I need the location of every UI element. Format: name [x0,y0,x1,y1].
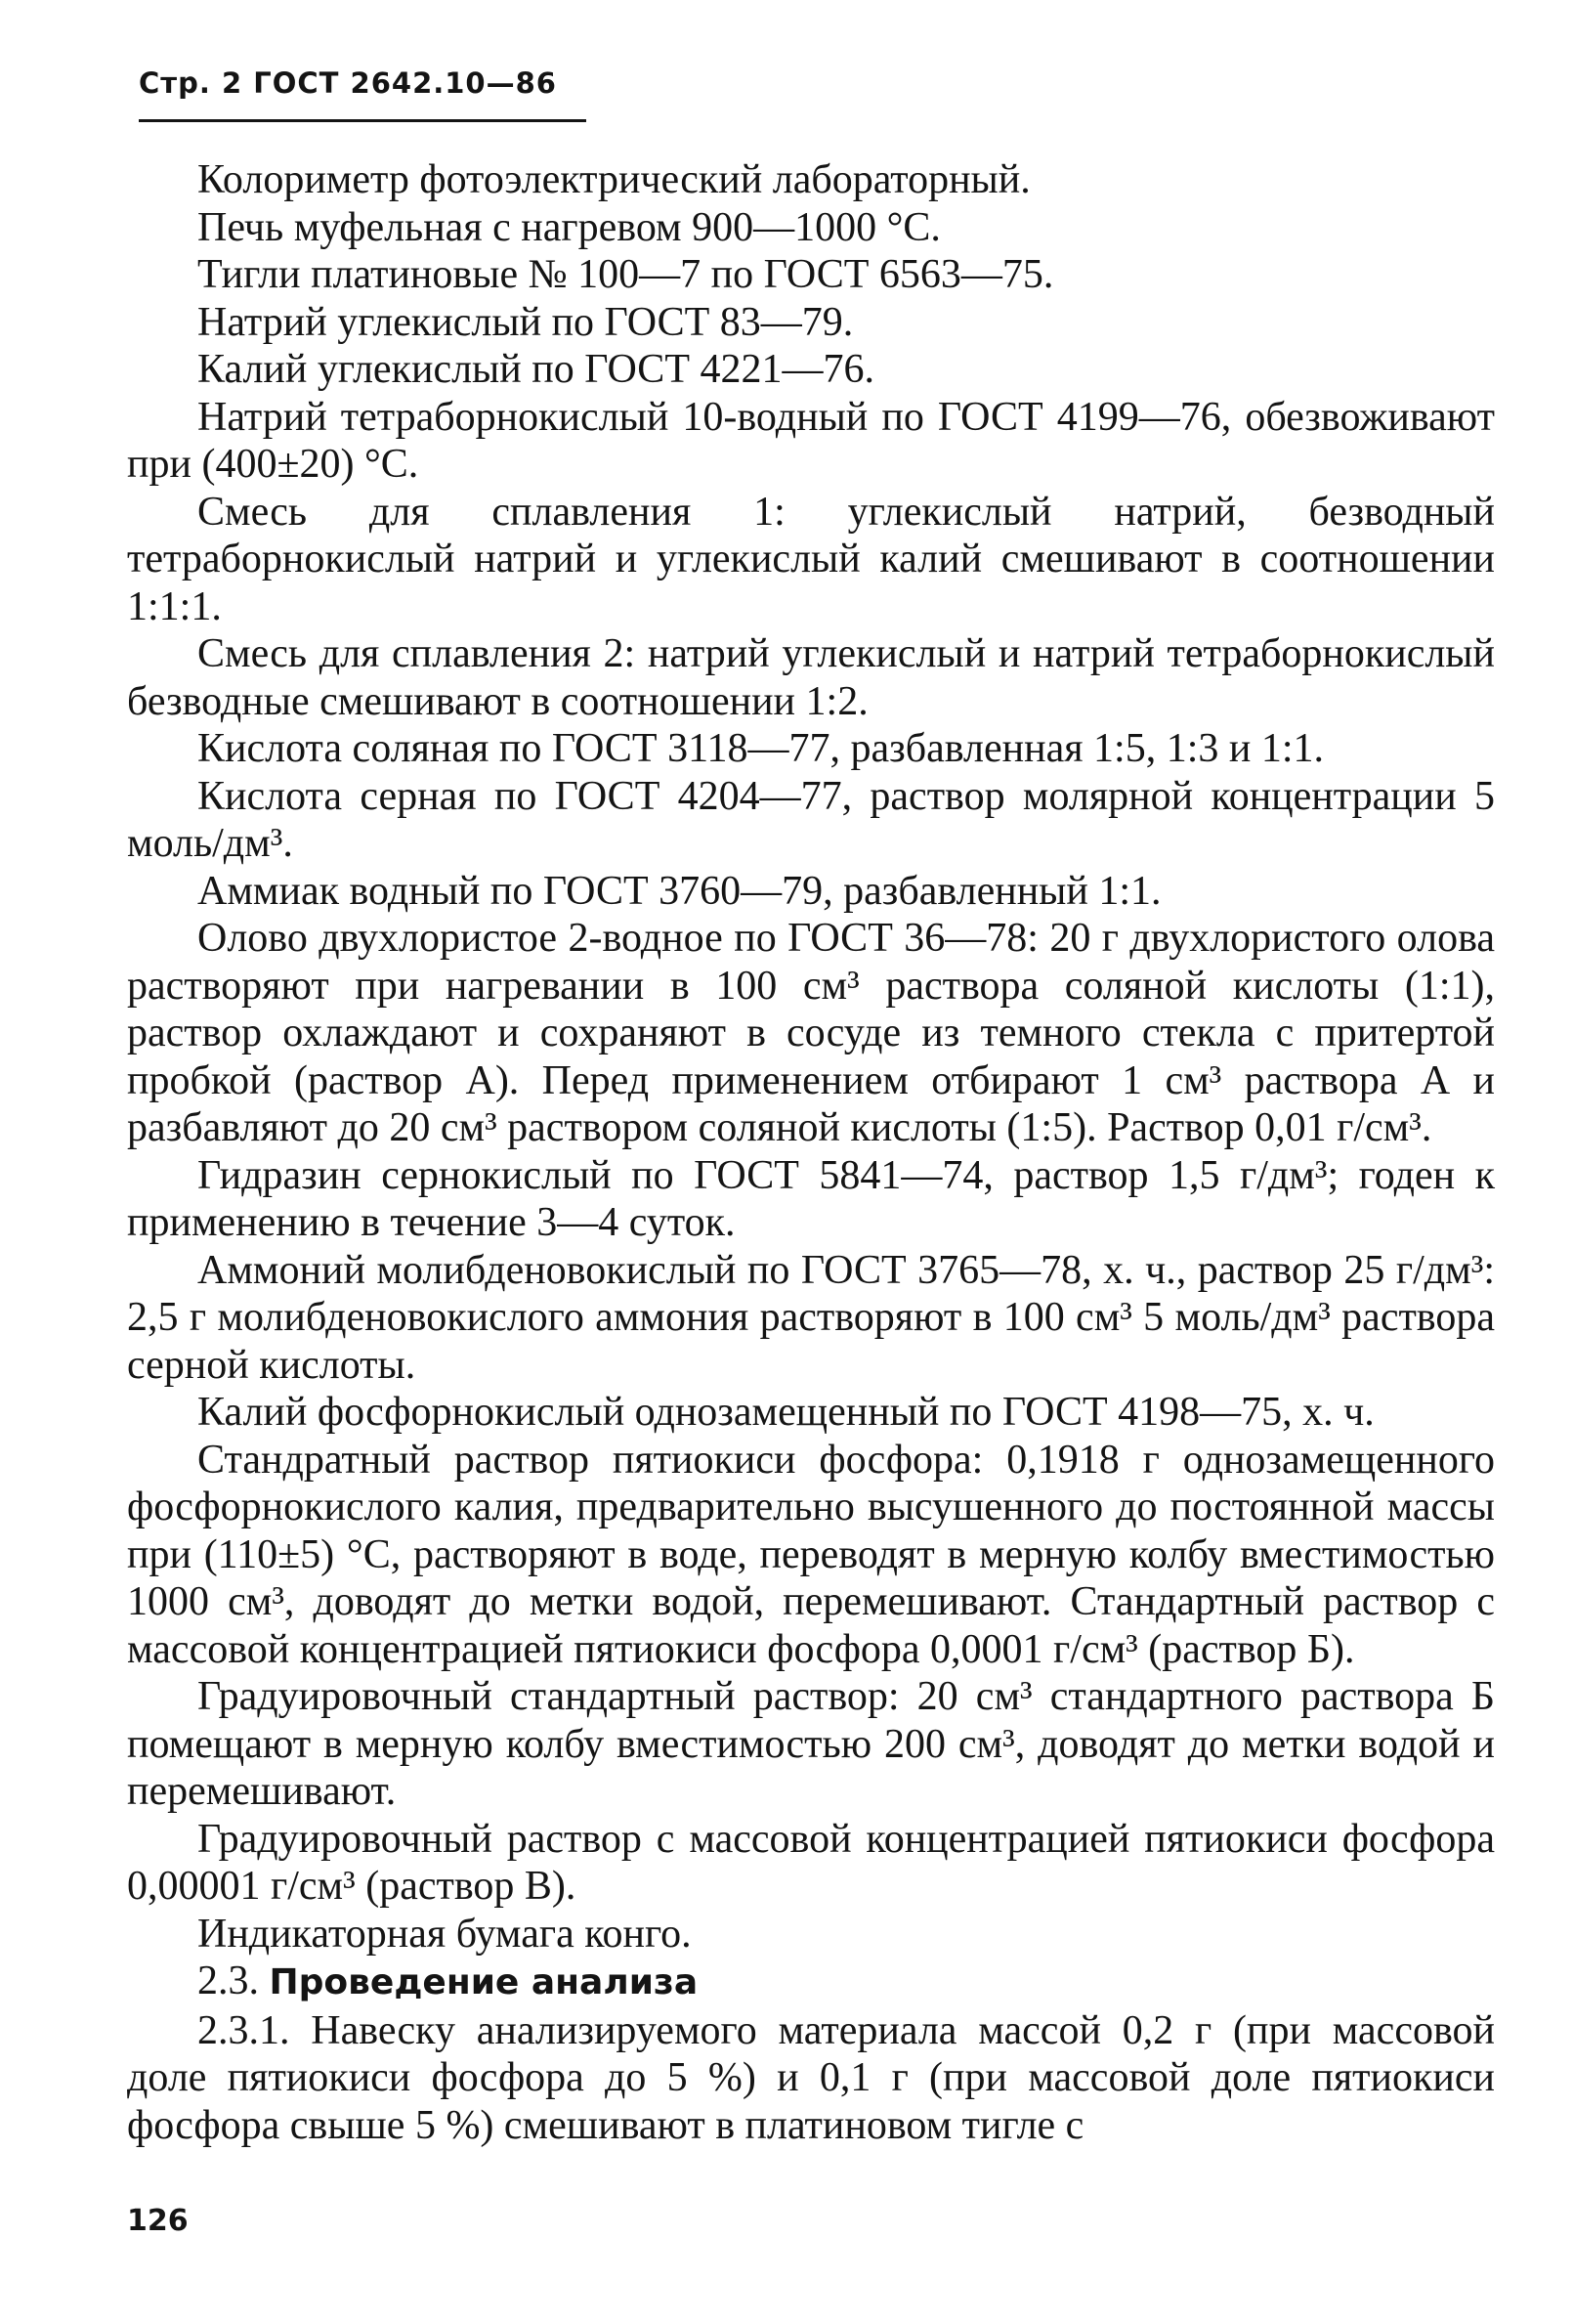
paragraph: Тигли платиновые № 100—7 по ГОСТ 6563—75. [197,252,1054,297]
paragraph: Кислота соляная по ГОСТ 3118—77, разбавленная 1:5, 1:3 и 1:1. [197,726,1325,771]
paragraph: Градуировочный раствор с массовой концентрацией пятиокиси фосфора 0,00001 г/см³ (раствор В). [127,1816,1495,1909]
header-rule [139,119,586,122]
paragraph: Аммиак водный по ГОСТ 3760—79, разбавленный 1:1. [197,868,1162,914]
paragraph: Градуировочный стандартный раствор: 20 см³ стандартного раствора Б помещают в мерную колбу вместимостью 200 см³, доводят до метки водой и перемешивают. [127,1674,1495,1814]
page-number: 126 [127,2204,189,2238]
paragraph: Гидразин сернокислый по ГОСТ 5841—74, раствор 1,5 г/дм³; годен к применению в течение 3—4 суток. [127,1152,1495,1245]
paragraph: Натрий тетраборнокислый 10-водный по ГОСТ 4199—76, обезвоживают при (400±20) °С. [127,394,1495,487]
paragraph: Смесь для сплавления 1: углекислый натрий, безводный тетраборнокислый натрий и углекислый калий смешивают в соотношении 1:1:1. [127,489,1495,629]
paragraph: Стандратный раствор пятиокиси фосфора: 0,1918 г однозамещенного фосфорнокислого калия, предварительно высушенного до постоянной массы при (110±5) °С, растворяют в воде, переводят в мерную колбу вместимостью 1000 см³, доводят до метки водой, перемешивают. Стандартный раствор с массовой концентрацией пятиокиси фосфора 0,0001 г/см³ (раствор Б). [127,1437,1495,1672]
paragraph: Колориметр фотоэлектрический лабораторный. [197,157,1031,202]
paragraph: Кислота серная по ГОСТ 4204—77, раствор молярной концентрации 5 моль/дм³. [127,773,1495,866]
document-body [127,156,1495,2149]
section-number: 2.3. [197,1958,259,2003]
paragraph: Калий фосфорнокислый однозамещенный по ГОСТ 4198—75, х. ч. [197,1390,1375,1435]
paragraph: Калий углекислый по ГОСТ 4221—76. [197,347,874,392]
section-heading [127,1958,1495,2007]
paragraph: Натрий углекислый по ГОСТ 83—79. [197,299,854,345]
paragraph: Индикаторная бумага конго. [197,1911,692,1957]
paragraph: Аммоний молибденовокислый по ГОСТ 3765—78, х. ч., раствор 25 г/дм³: 2,5 г молибденовокислого аммония растворяют в 100 см³ 5 моль/дм³ раствора серной кислоты. [127,1247,1495,1388]
paragraph: Печь муфельная с нагревом 900—1000 °С. [197,204,941,250]
paragraph: Олово двухлористое 2-водное по ГОСТ 36—78: 20 г двухлористого олова растворяют при нагревании в 100 см³ раствора соляной кислоты (1:1), раствор охлаждают и сохраняют в сосуде из темного стекла с притертой пробкой (раствор А). Перед применением отбирают 1 см³ раствора А и разбавляют до 20 см³ раствором соляной кислоты (1:5). Раствор 0,01 г/см³. [127,916,1495,1150]
paragraph: Смесь для сплавления 2: натрий углекислый и натрий тетраборнокислый безводные смешивают в соотношении 1:2. [127,631,1495,724]
section-title: Проведение анализа [269,1962,699,2002]
paragraph: 2.3.1. Навеску анализируемого материала массой 0,2 г (при массовой доле пятиокиси фосфора до 5 %) и 0,1 г (при массовой доле пятиокиси фосфора свыше 5 %) смешивают в платиновом тигле с [127,2007,1495,2148]
running-header: Стр. 2 ГОСТ 2642.10—86 [139,66,557,100]
